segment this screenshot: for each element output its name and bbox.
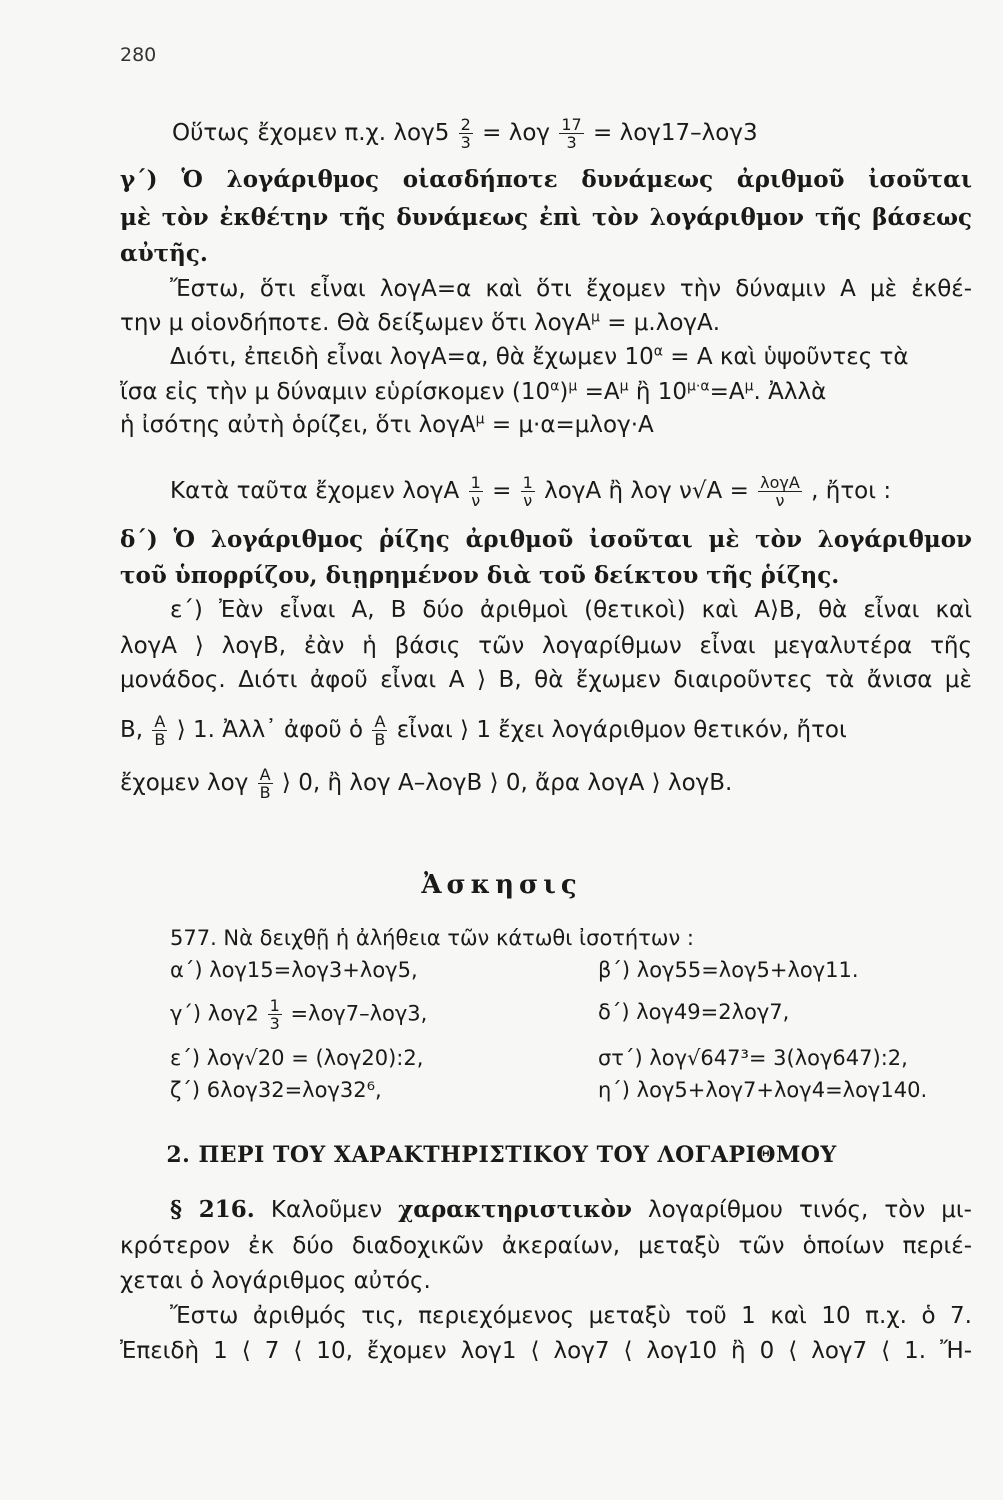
example-line (172, 116, 758, 151)
theorem-delta-cont: τοῦ ὑπορρίζου, διῃρημένον διὰ τοῦ δείκτου τῆς ῥίζης. (120, 562, 840, 589)
exercises-heading: Ἀσκησις (421, 870, 582, 900)
numerator: Α (152, 713, 167, 731)
superscript: μ (590, 309, 600, 326)
text: ) (559, 379, 569, 405)
section-paragraph: Ἐπειδὴ 1 ⟨ 7 ⟨ 10, ἔχομεν λογ1 ⟨ λογ7 ⟨ λογ10 ἢ 0 ⟨ λογ7 ⟨ 1. Ἤ- (120, 1338, 972, 1364)
theorem-delta: δ΄) Ὁ λογάριθμος ῥίζης ἀριθμοῦ ἰσοῦται μὲ τὸν λογάριθμον (120, 526, 972, 553)
text: Β, (120, 717, 144, 743)
numerator: λογΑ (760, 473, 800, 492)
section-paragraph: Ἔστω ἀριθμός τις, περιεχόμενος μεταξὺ τοῦ 1 καὶ 10 π.χ. ὁ 7. (170, 1303, 972, 1329)
text: = λογ17–λογ3 (593, 120, 758, 146)
denominator: 3 (460, 133, 471, 152)
exercise-item: α΄) λογ15=λογ3+λογ5, (170, 958, 418, 982)
superscript: μ·α (687, 378, 710, 395)
text: Κατὰ ταῦτα ἔχομεν λογΑ (170, 478, 460, 504)
fraction (469, 474, 483, 509)
text: = λογ (482, 120, 551, 146)
denominator: ν (471, 491, 481, 510)
proof-line (120, 410, 654, 440)
text: = (492, 478, 512, 504)
text: =Α (577, 379, 620, 405)
paragraph-number: § 216. (170, 1196, 255, 1223)
text: = μ·α=μλογ·Α (484, 412, 654, 438)
text: = (729, 478, 749, 504)
text: Καλοῦμεν (254, 1197, 399, 1223)
text: = μ.λογΑ. (599, 310, 721, 336)
text: ἔχομεν λογ (120, 770, 249, 796)
text: , ἤτοι : (811, 478, 892, 504)
text: =λογ7–λογ3, (290, 1001, 428, 1026)
proof-line: μονάδος. Διότι ἀφοῦ εἶναι Α ⟩ Β, θὰ ἔχωμεν διαιροῦντες τὰ ἄνισα μὲ (120, 667, 972, 693)
exercise-item: δ΄) λογ49=2λογ7, (598, 1000, 790, 1024)
proof-line (120, 766, 732, 801)
proof-line (120, 713, 847, 748)
text: ἡ ἰσότης αὐτὴ ὁρίζει, ὅτι λογΑ (120, 412, 476, 438)
superscript: μ (568, 378, 578, 395)
denominator: ν (775, 491, 785, 510)
proof-line (170, 342, 909, 372)
denominator: Β (259, 783, 271, 802)
text: ἴσα εἰς τὴν μ δύναμιν εὑρίσκομεν (10 (120, 379, 551, 405)
section-heading: 2. ΠΕΡΙ ΤΟΥ ΧΑΡΑΚΤΗΡΙΣΤΙΚΟΥ ΤΟΥ ΛΟΓΑΡΙΘΜΟΥ (166, 1142, 837, 1168)
numerator: 1 (522, 473, 533, 492)
exercise-intro: 577. Νὰ δειχθῇ ἡ ἀλήθεια τῶν κάτωθι ἰσοτήτων : (170, 926, 694, 950)
superscript: μ (475, 411, 485, 428)
text: εἶναι ⟩ 1 ἔχει λογάριθμον θετικόν, ἤτοι (396, 717, 847, 743)
proof-line: λογΑ ⟩ λογΒ, ἐὰν ἡ βάσις τῶν λογαρίθμων εἶναι μεγαλυτέρα τῆς (120, 633, 972, 659)
fraction (258, 766, 273, 801)
proof-line: Ἔστω, ὅτι εἶναι λογΑ=α καὶ ὅτι ἔχομεν τὴν δύναμιν Α μὲ ἐκθέ- (170, 276, 972, 302)
exercise-item: στ΄) λογ√647³= 3(λογ647):2, (598, 1046, 908, 1070)
numerator: Α (372, 713, 387, 731)
text: ⟩ 0, ἢ λογ Α–λογΒ ⟩ 0, ἄρα λογΑ ⟩ λογΒ. (281, 770, 733, 796)
fraction (559, 116, 583, 151)
text: = Α καὶ ὑψοῦντες τὰ (662, 344, 909, 370)
theorem-gamma: γ΄) Ὁ λογάριθμος οἱασδήποτε δυνάμεως ἀριθμοῦ ἰσοῦται (120, 166, 972, 193)
text: ἢ 10 (628, 379, 687, 405)
text: την μ οἱονδήποτε. Θὰ δείξωμεν ὅτι λογΑ (120, 310, 591, 336)
fraction (521, 474, 535, 509)
text: . Ἀλλὰ (753, 379, 827, 405)
proof-line: ε΄) Ἐὰν εἶναι Α, Β δύο ἀριθμοὶ (θετικοὶ) καὶ Α⟩Β, θὰ εἶναι καὶ (170, 597, 972, 623)
exercise-item: η΄) λογ5+λογ7+λογ4=λογ140. (598, 1078, 928, 1102)
text: Οὕτως ἔχομεν π.χ. λογ5 (172, 120, 450, 146)
numerator: Α (258, 766, 273, 784)
superscript: μ (744, 378, 754, 395)
denominator: ν (523, 491, 533, 510)
section-paragraph: χεται ὁ λογάριθμος αὐτός. (120, 1268, 431, 1294)
fraction (372, 713, 387, 748)
theorem-gamma-end: αὐτῆς. (120, 240, 208, 267)
text: λογαρίθμου τινός, τὸν μι- (631, 1197, 972, 1223)
denominator: Β (374, 730, 386, 749)
fraction (459, 116, 473, 151)
numerator: 2 (460, 115, 471, 134)
denominator: Β (154, 730, 166, 749)
fraction (268, 997, 282, 1032)
section-paragraph (170, 1195, 972, 1225)
text: Διότι, ἐπειδὴ εἶναι λογΑ=α, θὰ ἔχωμεν 10 (170, 344, 654, 370)
proof-line (120, 377, 826, 407)
superscript: μ (619, 378, 629, 395)
superscript: α (550, 378, 560, 395)
root-formula-line (170, 474, 891, 509)
exercise-item: β΄) λογ55=λογ5+λογ11. (598, 958, 859, 982)
fraction (758, 474, 802, 509)
text: λογΑ ἢ λογ (544, 478, 672, 504)
exercise-item: ε΄) λογ√20 = (λογ20):2, (170, 1046, 424, 1070)
term: χαρακτηριστικὸν (398, 1196, 632, 1223)
denominator: 3 (269, 1014, 280, 1033)
numerator: 17 (561, 115, 582, 134)
radical: ν√Α (679, 478, 723, 504)
exercise-item (170, 997, 427, 1032)
text: γ΄) λογ2 (170, 1001, 259, 1026)
page-number: 280 (120, 44, 157, 66)
section-paragraph: κρότερον ἐκ δύο διαδοχικῶν ἀκεραίων, μεταξὺ τῶν ὁποίων περιέ- (120, 1233, 972, 1259)
denominator: 3 (566, 133, 577, 152)
superscript: α (653, 343, 663, 360)
numerator: 1 (470, 473, 481, 492)
text: ⟩ 1. Ἀλλ᾽ ἀφοῦ ὁ (176, 717, 364, 743)
numerator: 1 (269, 996, 280, 1015)
fraction (152, 713, 167, 748)
exercise-item: ζ΄) 6λογ32=λογ32⁶, (170, 1078, 382, 1102)
proof-line (120, 308, 720, 338)
text: =Α (709, 379, 745, 405)
theorem-gamma-cont: μὲ τὸν ἐκθέτην τῆς δυνάμεως ἐπὶ τὸν λογάριθμον τῆς βάσεως (120, 204, 972, 231)
